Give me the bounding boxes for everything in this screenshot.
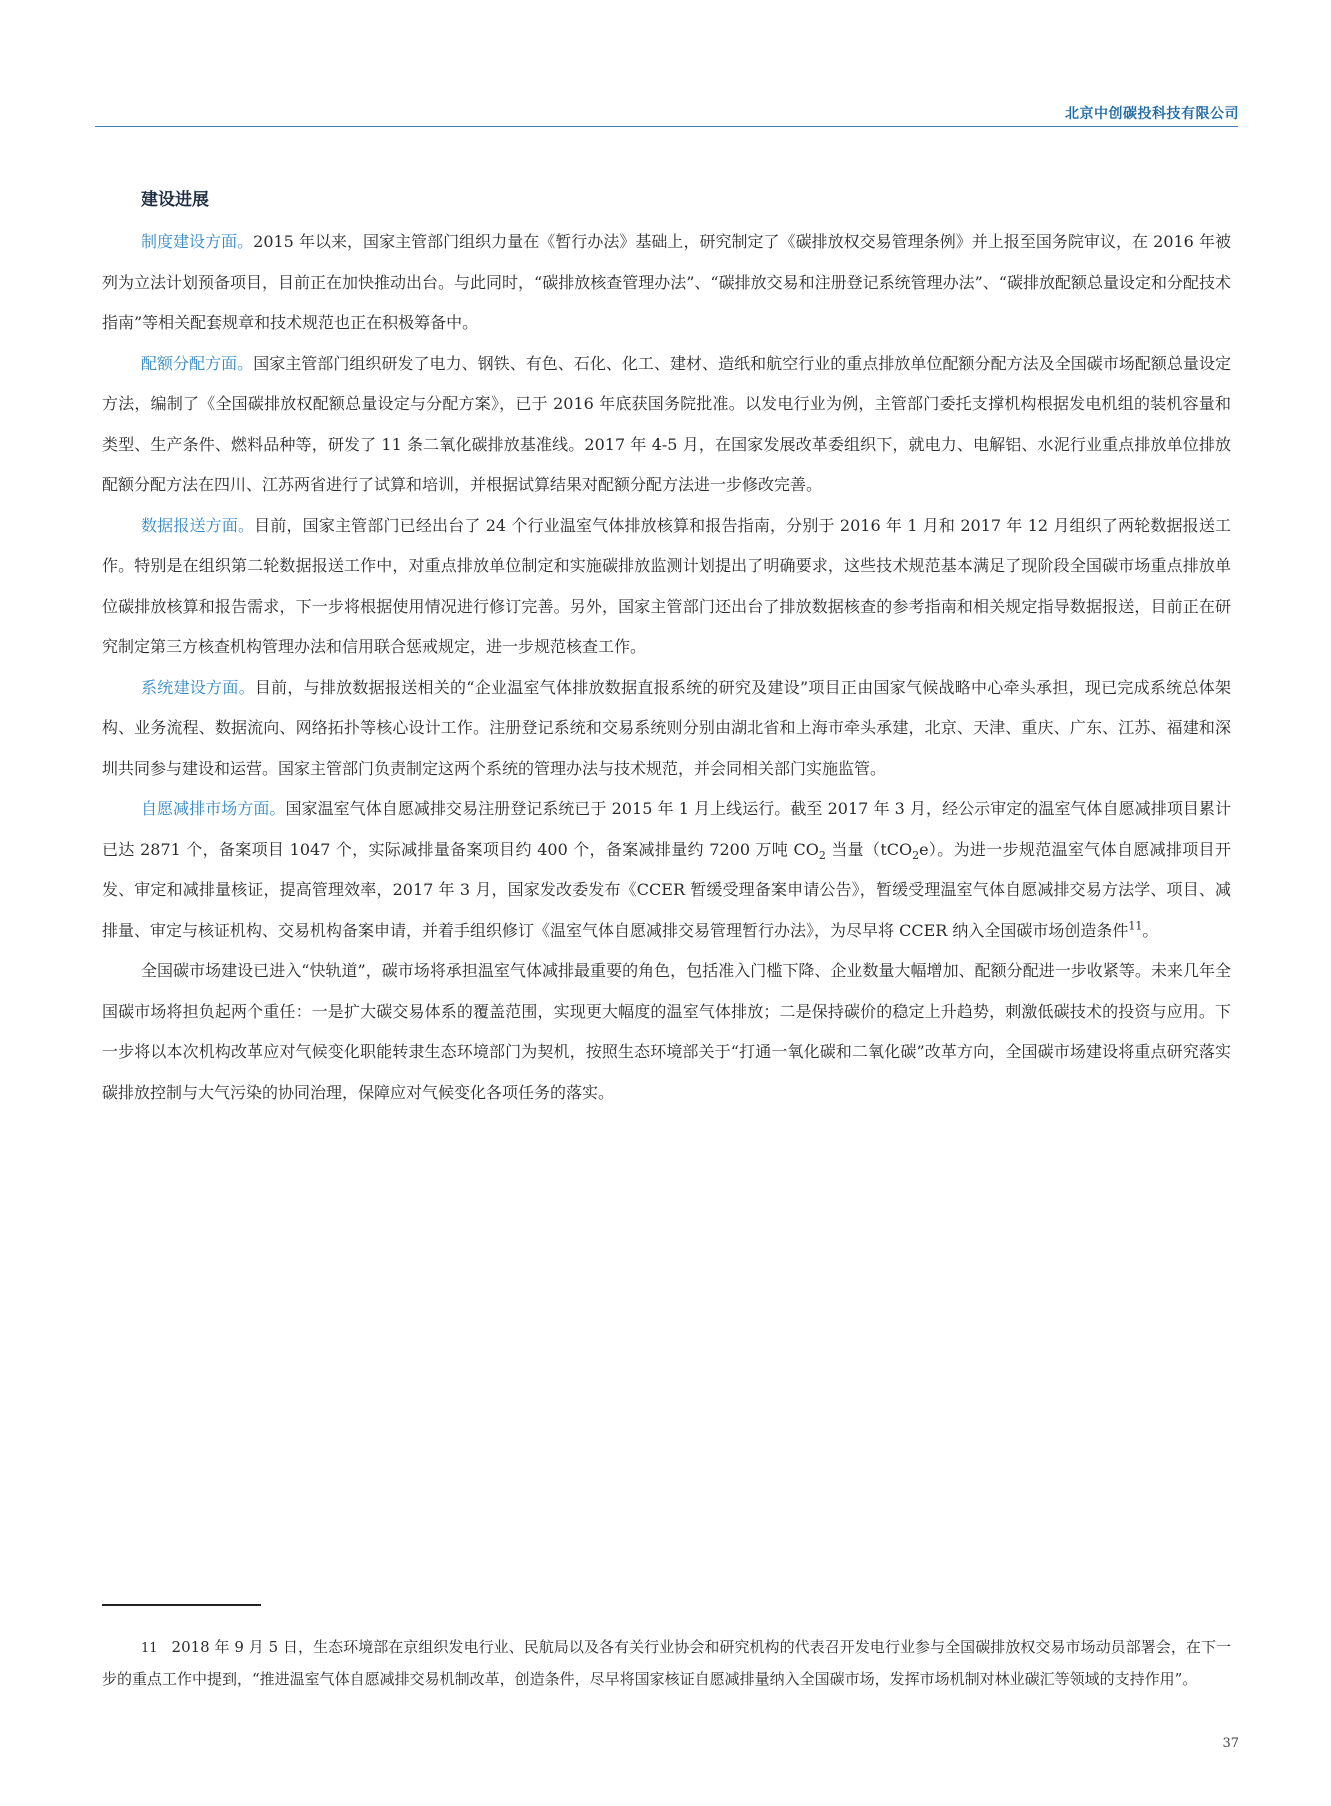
- footnote-divider: [102, 1604, 261, 1606]
- paragraph-text: 国家主管部门组织研发了电力、钢铁、有色、石化、化工、建材、造纸和航空行业的重点排放单位配额分配方法及全国碳市场配额总量设定方法，编制了《全国碳排放权配额总量设定与分配方案》，已于 2016 年底获国务院批准。以发电行业为例，主管部门委托支撑机构根据发电机组的装机容量和类型、生产条件、燃料品种等，研发了 11 条二氧化碳排放基准线。2017 年 4-5 月，在国家发展改革委组织下，就电力、电解铝、水泥行业重点排放单位排放配额分配方法在四川、江苏两省进行了试算和培训，并根据试算结果对配额分配方法进一步修改完善。: [102, 353, 1231, 494]
- paragraph-lead: 制度建设方面。: [141, 232, 254, 251]
- paragraph-allocation: [102, 344, 1231, 506]
- paragraph-institution: [102, 222, 1231, 344]
- section-title: 建设进展: [141, 190, 209, 210]
- paragraph-conclusion: 全国碳市场建设已进入“快轨道”，碳市场将承担温室气体减排最重要的角色，包括准入门槛下降、企业数量大幅增加、配额分配进一步收紧等。未来几年全国碳市场将担负起两个重任：一是扩大碳交易体系的覆盖范围，实现更大幅度的温室气体排放；二是保持碳价的稳定上升趋势，刺激低碳技术的投资与应用。下一步将以本次机构改革应对气候变化职能转隶生态环境部门为契机，按照生态环境部关于“打通一氧化碳和二氧化碳”改革方向，全国碳市场建设将重点研究落实碳排放控制与大气污染的协同治理，保障应对气候变化各项任务的落实。: [102, 961, 1231, 1102]
- paragraph-system-building: [102, 668, 1231, 790]
- footnote-text: 2018 年 9 月 5 日，生态环境部在京组织发电行业、民航局以及各有关行业协会和研究机构的代表召开发电行业参与全国碳排放权交易市场动员部署会，在下一步的重点工作中提到，“推进温室气体自愿减排交易机制改革，创造条件，尽早将国家核证自愿减排量纳入全国碳市场，发挥市场机制对林业碳汇等领域的支持作用”。: [102, 1638, 1231, 1688]
- main-content: [102, 186, 1231, 1113]
- paragraph-text: 当量（tCO: [825, 839, 913, 859]
- paragraph-text: 目前，与排放数据报送相关的“企业温室气体排放数据直报系统的研究及建设”项目正由国家气候战略中心牵头承担，现已完成系统总体架构、业务流程、数据流向、网络拓扑等核心设计工作。注册登记系统和交易系统则分别由湖北省和上海市牵头承建，北京、天津、重庆、广东、江苏、福建和深圳共同参与建设和运营。国家主管部门负责制定这两个系统的管理办法与技术规范，并会同相关部门实施监管。: [102, 677, 1231, 778]
- paragraph-text: 。: [1142, 920, 1159, 940]
- subscript: 2: [912, 848, 920, 862]
- paragraph-text: 目前，国家主管部门已经出台了 24 个行业温室气体排放核算和报告指南，分别于 2016 年 1 月和 2017 年 12 月组织了两轮数据报送工作。特别是在组织第二轮数据报送工作中，对重点排放单位制定和实施碳排放监测计划提出了明确要求，这些技术规范基本满足了现阶段全国碳市场重点排放单位碳排放核算和报告需求，下一步将根据使用情况进行修订完善。另外，国家主管部门还出台了排放数据核查的参考指南和相关规定指导数据报送，目前正在研究制定第三方核查机构管理办法和信用联合惩戒规定，进一步规范核查工作。: [102, 515, 1231, 656]
- paragraph-text: 2015 年以来，国家主管部门组织力量在《暂行办法》基础上，研究制定了《碳排放权交易管理条例》并上报至国务院审议，在 2016 年被列为立法计划预备项目，目前正在加快推动出台。与此同时，“碳排放核查管理办法”、“碳排放交易和注册登记系统管理办法”、“碳排放配额总量设定和分配技术指南”等相关配套规章和技术规范也正在积极筹备中。: [102, 232, 1231, 332]
- page-number: 37: [1222, 1736, 1239, 1751]
- footnote-number: 11: [141, 1641, 158, 1656]
- paragraph-text: e）。为进一步规范温室气体自愿减排项目开发、审定和减排量核证，提高管理效率，2017 年 3 月，国家发改委发布《CCER 暂缓受理备案申请公告》，暂缓受理温室气体自愿减排交易方法学、项目、减排量、审定与核证机构、交易机构备案申请，并着手组织修订《温室气体自愿减排交易管理暂行办法》，为尽早将 CCER 纳入全国碳市场创造条件: [102, 839, 1231, 940]
- header-divider: [95, 126, 1238, 127]
- paragraph-lead: 数据报送方面。: [141, 515, 255, 535]
- paragraph-lead: 自愿减排市场方面。: [141, 799, 286, 818]
- paragraph-data-reporting: [102, 506, 1231, 668]
- paragraph-lead: 配额分配方面。: [141, 353, 254, 373]
- footnote: [102, 1632, 1231, 1695]
- paragraph-text: 国家温室气体自愿减排交易注册登记系统已于 2015 年 1 月上线运行。截至 2017 年 3 月，经公示审定的温室气体自愿减排项目累计已达 2871 个，备案项目 1047 个，实际减排量备案项目约 400 个，备案减排量约 7200 万吨 CO: [102, 799, 1231, 859]
- subscript: 2: [818, 848, 826, 862]
- paragraph-voluntary-market: [102, 789, 1231, 951]
- header-company-name: 北京中创碳投科技有限公司: [1065, 106, 1239, 122]
- footnote-reference[interactable]: 11: [1128, 919, 1143, 933]
- paragraph-lead: 系统建设方面。: [141, 677, 255, 697]
